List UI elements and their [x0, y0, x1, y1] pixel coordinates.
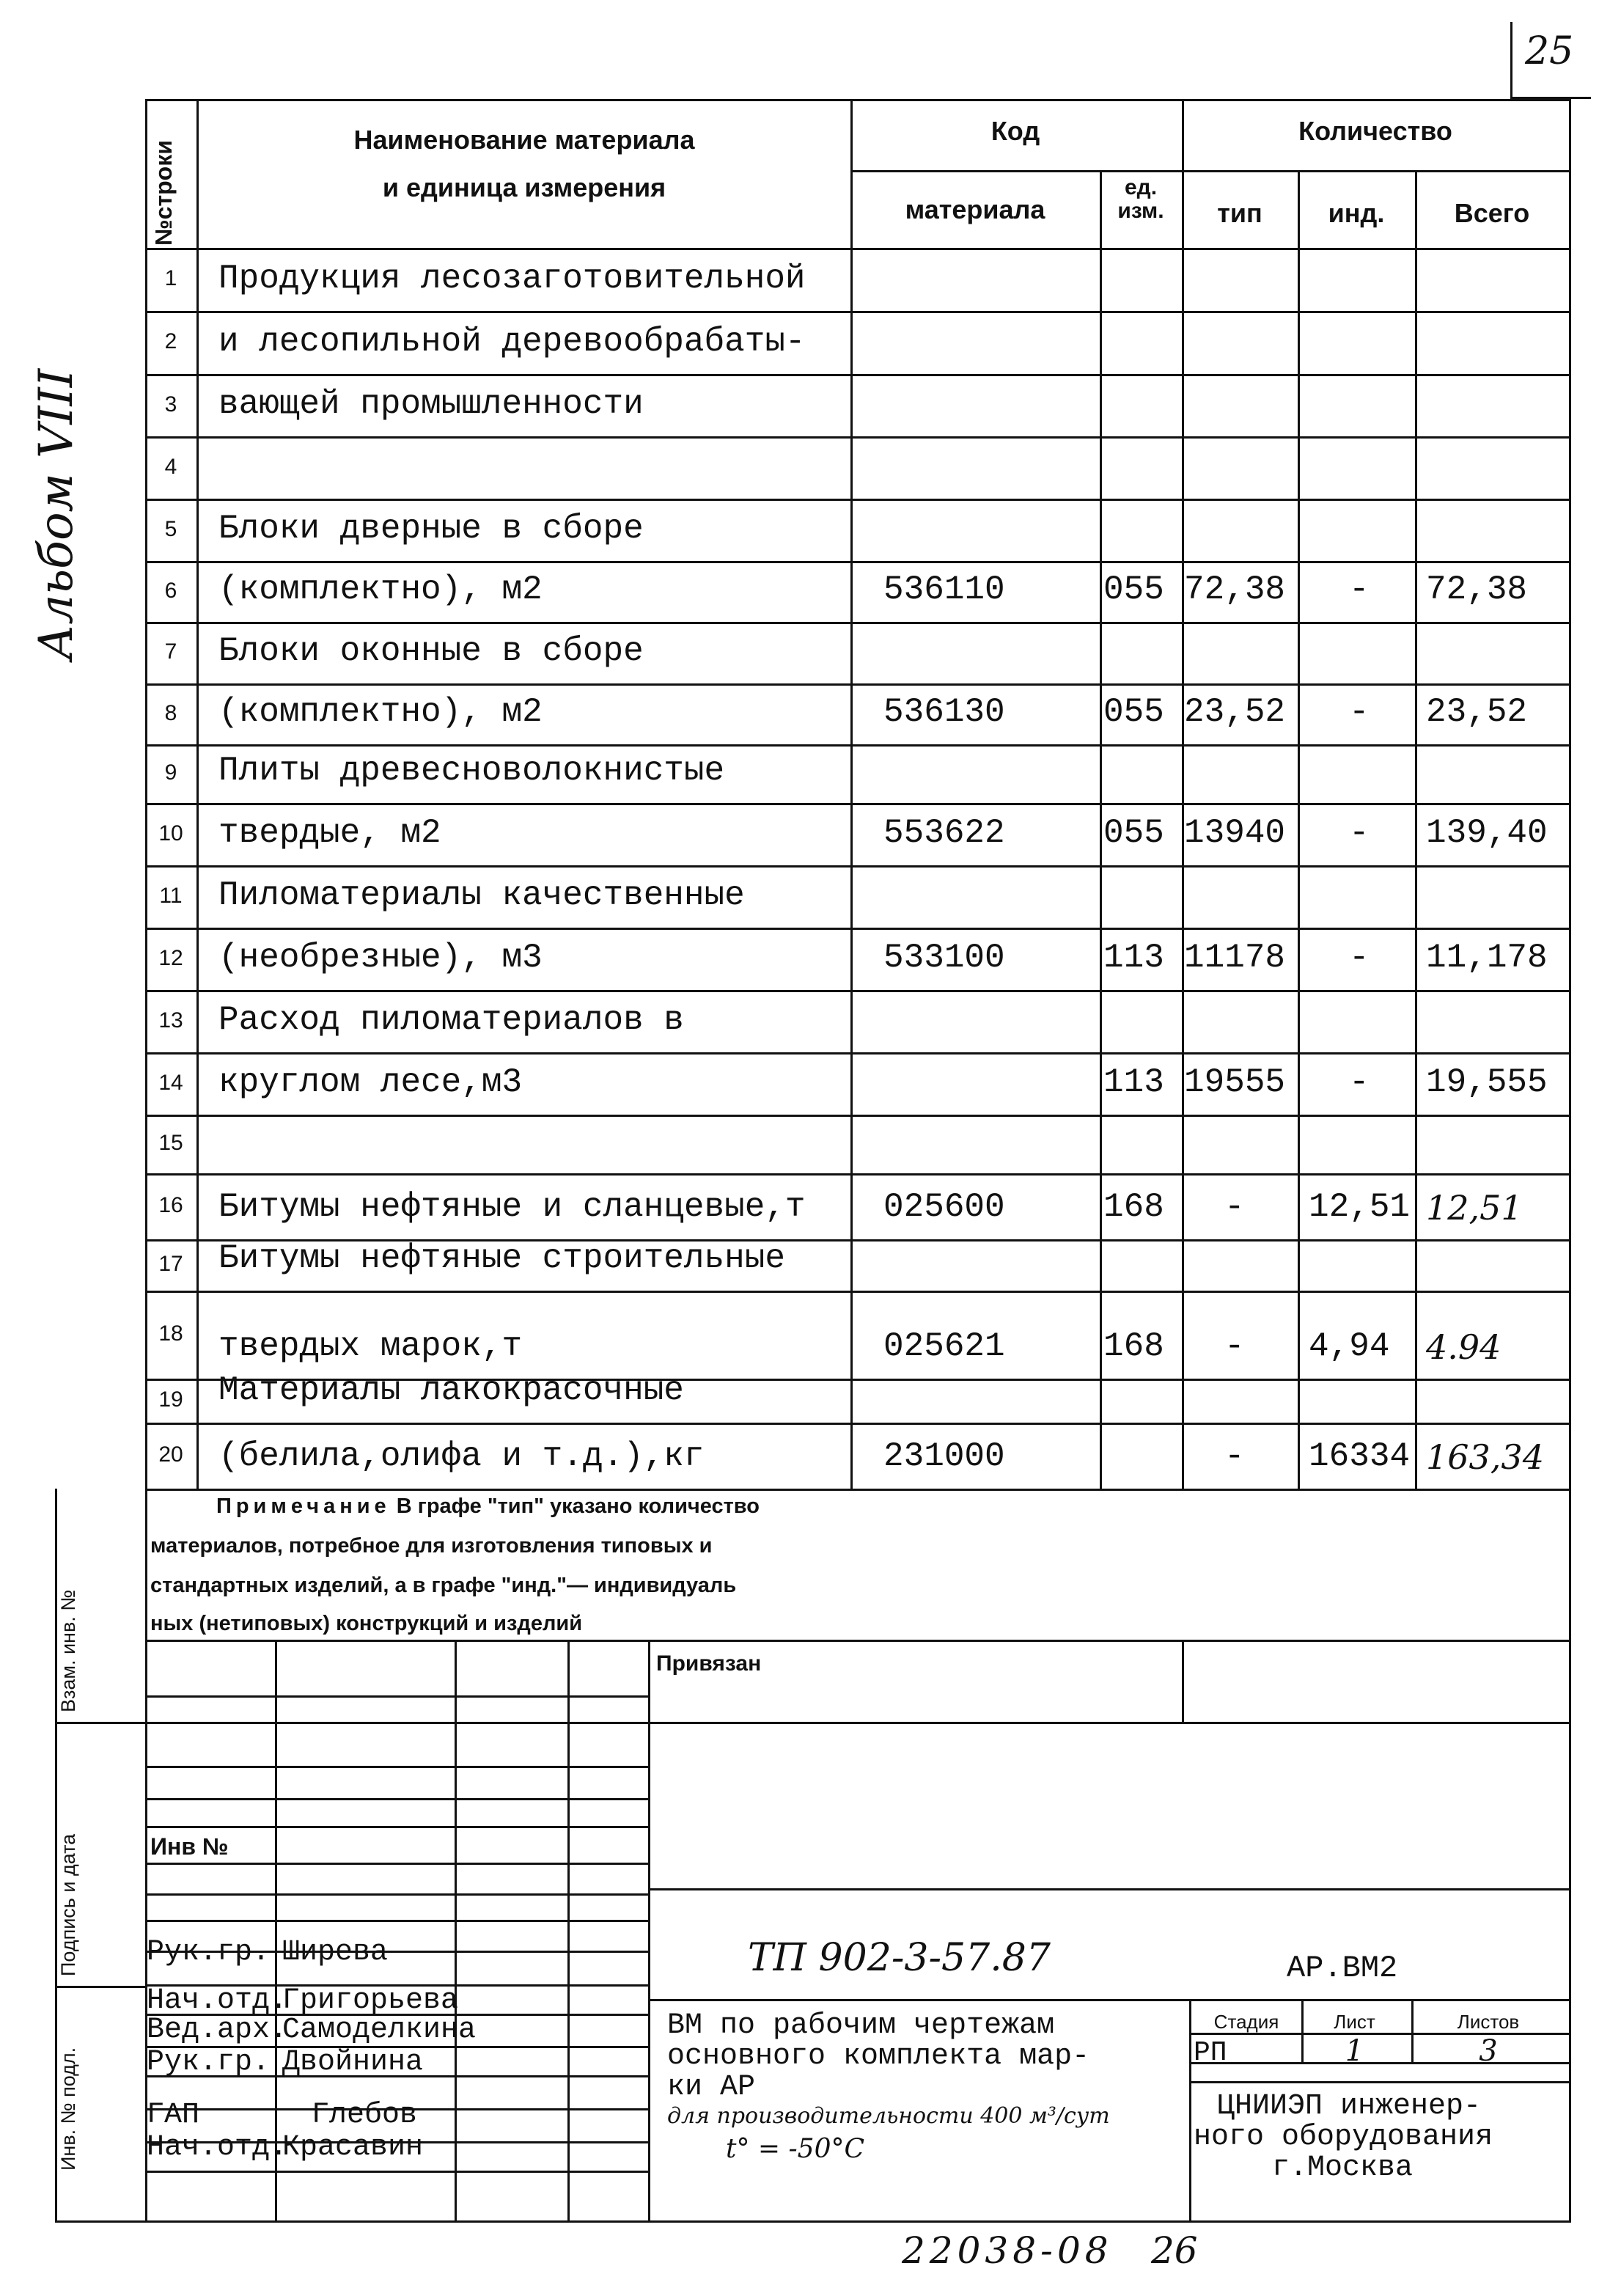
- qty-typ: 72,38: [1184, 571, 1286, 609]
- row-line: [145, 865, 1571, 868]
- unit-code: 113: [1103, 939, 1164, 977]
- stage-value: РП: [1194, 2037, 1227, 2069]
- qty-total: 11,178: [1426, 939, 1548, 977]
- header-q-total: Всего: [1454, 198, 1530, 228]
- row-number: 2: [164, 329, 177, 353]
- row-number: 13: [158, 1008, 183, 1033]
- row-line: [145, 499, 1571, 501]
- signatory-name: Самоделкина: [282, 2014, 477, 2047]
- qty-ind: 4,94: [1309, 1327, 1390, 1365]
- project-code: ТП 902-3-57.87: [748, 1936, 1051, 1980]
- row-number: 14: [158, 1070, 183, 1095]
- material-code: 536110: [883, 571, 1005, 609]
- row-line: [145, 436, 1571, 439]
- inv-no-label: Инв №: [150, 1833, 229, 1860]
- signatory-role: ГАП: [147, 2099, 200, 2132]
- qty-typ: 19555: [1184, 1063, 1286, 1101]
- qty-ind: -: [1349, 939, 1370, 977]
- material-name: Битумы нефтяные и сланцевые,т: [218, 1188, 806, 1226]
- stamp-line: [145, 1722, 648, 1724]
- note-line-3: стандартных изделий, а в графе "инд."— индивидуаль: [150, 1574, 737, 1597]
- unit-code: 055: [1103, 814, 1164, 852]
- material-code: 553622: [883, 814, 1005, 852]
- header-row-no: №строки: [150, 140, 177, 246]
- column-line: [1415, 170, 1417, 1489]
- qty-total: 163,34: [1426, 1437, 1544, 1477]
- row-line: [145, 1291, 1571, 1293]
- row-line: [145, 622, 1571, 624]
- doc-title-1: ВМ по рабочим чертежам: [667, 2009, 1055, 2042]
- doc-title-4: для производительности 400 м³/сут: [667, 2103, 1110, 2129]
- header-code-unit: ед. изм.: [1117, 175, 1164, 223]
- org-name-3: г.Москва: [1272, 2152, 1414, 2185]
- qty-typ: 11178: [1184, 939, 1286, 977]
- qty-total: 23,52: [1426, 693, 1528, 731]
- qty-typ: -: [1224, 1437, 1245, 1475]
- org-name-2: ного оборудования: [1194, 2121, 1493, 2154]
- table-right-border: [1569, 99, 1571, 1489]
- column-line: [196, 99, 199, 1489]
- row-number: 19: [158, 1387, 183, 1412]
- row-line: [145, 928, 1571, 930]
- column-line: [1298, 170, 1300, 1489]
- row-number: 5: [164, 516, 177, 541]
- stamp-line: [145, 1920, 648, 1922]
- row-number: 20: [158, 1442, 183, 1467]
- header-bottom-border: [145, 248, 1571, 250]
- material-name: круглом лесе,м3: [218, 1063, 523, 1101]
- material-name: и лесопильной деревообрабаты-: [218, 323, 806, 361]
- stamp-line: [145, 1893, 648, 1896]
- qty-total: 19,555: [1426, 1063, 1548, 1101]
- row-number: 1: [164, 266, 177, 290]
- row-number: 4: [164, 454, 177, 479]
- stamp-line: [1182, 1640, 1184, 1722]
- stamp-line: [648, 1999, 1569, 2001]
- row-line: [145, 744, 1571, 747]
- row-line: [145, 1173, 1571, 1175]
- stamp-line: [145, 2171, 648, 2173]
- stage-label: Стадия: [1213, 2011, 1279, 2033]
- album-label: Альбом VIII: [29, 368, 84, 660]
- stamp-line: [145, 1766, 648, 1768]
- note-text-1: В графе "тип" указано количество: [390, 1494, 760, 1518]
- signatory-role: Рук.гр.: [147, 2046, 271, 2079]
- stamp-side-divider: [55, 1986, 147, 1988]
- header-subdivider: [850, 170, 1569, 172]
- material-name: Блоки дверные в сборе: [218, 510, 644, 548]
- qty-typ: -: [1224, 1327, 1245, 1365]
- material-name: Материалы лакокрасочные: [218, 1371, 684, 1409]
- doc-title-5: t° = -50°С: [726, 2134, 865, 2164]
- side-label-vzam: Взам. инв. №: [57, 1589, 79, 1712]
- qty-typ: 13940: [1184, 814, 1286, 852]
- signatory-name: Красавин: [282, 2131, 424, 2164]
- row-number: 18: [158, 1321, 183, 1346]
- stamp-line: [567, 1640, 570, 2220]
- column-line: [850, 99, 853, 1489]
- qty-ind: 16334: [1309, 1437, 1411, 1475]
- column-line: [1100, 170, 1102, 1489]
- signatory-name: Двойнина: [282, 2046, 424, 2079]
- header-q-typ: тип: [1217, 198, 1262, 228]
- stamp-line: [648, 1722, 1569, 1724]
- sheet-value: 1: [1345, 2034, 1364, 2068]
- row-number: 9: [164, 760, 177, 785]
- row-number: 16: [158, 1193, 183, 1217]
- unit-code: 168: [1103, 1327, 1164, 1365]
- qty-ind: -: [1349, 693, 1370, 731]
- stamp-line: [145, 1695, 648, 1698]
- drawing-mark: АР.ВМ2: [1287, 1951, 1398, 1986]
- material-name: (комплектно), м2: [218, 571, 543, 609]
- qty-ind: 12,51: [1309, 1188, 1411, 1226]
- material-name: Продукция лесозаготовительной: [218, 260, 806, 298]
- material-code: 025621: [883, 1327, 1005, 1365]
- unit-code: 055: [1103, 693, 1164, 731]
- qty-total: 12,51: [1426, 1188, 1523, 1228]
- row-line: [145, 374, 1571, 376]
- stamp-line: [145, 1798, 648, 1800]
- row-number: 12: [158, 945, 183, 970]
- qty-typ: -: [1224, 1188, 1245, 1226]
- row-line: [145, 1115, 1571, 1117]
- sheets-label: Листов: [1457, 2011, 1520, 2033]
- material-name: вающей промышленности: [218, 385, 644, 423]
- qty-ind: -: [1349, 1063, 1370, 1101]
- header-name: Наименование материала: [353, 125, 695, 155]
- signatory-role: Нач.отд.: [147, 1984, 288, 2017]
- signatory-name: Ширева: [282, 1936, 389, 1969]
- signatory-role: Нач.отд.: [147, 2131, 288, 2164]
- unit-code: 113: [1103, 1063, 1164, 1101]
- unit-code: 055: [1103, 571, 1164, 609]
- row-number: 11: [159, 883, 183, 908]
- row-number: 7: [164, 639, 177, 664]
- stamp-line: [455, 1640, 457, 2220]
- row-number: 10: [158, 821, 183, 846]
- row-line: [145, 683, 1571, 686]
- header-code-material: материала: [905, 194, 1045, 224]
- note-line-1: [216, 1494, 760, 1519]
- signatory-name: Глебов: [312, 2099, 418, 2132]
- material-name: (комплектно), м2: [218, 693, 543, 731]
- unit-code: 168: [1103, 1188, 1164, 1226]
- side-label-podpis: Подпись и дата: [57, 1833, 79, 1976]
- row-number: 8: [164, 700, 177, 725]
- material-name: (белила,олифа и т.д.),кг: [218, 1437, 705, 1475]
- bottom-code: 22038-08: [902, 2229, 1113, 2272]
- material-name: Битумы нефтяные строительные: [218, 1239, 785, 1277]
- header-name2: и единица измерения: [382, 172, 666, 202]
- row-line: [145, 990, 1571, 992]
- signatory-role: Рук.гр.: [147, 1936, 271, 1969]
- header-code: Код: [990, 116, 1040, 146]
- row-number: 15: [158, 1131, 183, 1155]
- stamp-right-border: [1569, 1489, 1571, 2222]
- doc-title-3: ки АР: [667, 2071, 756, 2104]
- page-number-line: [1510, 22, 1512, 99]
- row-line: [145, 311, 1571, 313]
- material-name: Плиты древесноволокнистые: [218, 752, 725, 790]
- table-left-border: [145, 99, 147, 1489]
- sheet-label: Лист: [1334, 2011, 1375, 2033]
- note-title: Примечание: [216, 1494, 391, 1518]
- material-code: 025600: [883, 1188, 1005, 1226]
- header-q-ind: инд.: [1328, 198, 1385, 228]
- row-line: [145, 803, 1571, 805]
- column-line: [1182, 99, 1184, 1489]
- qty-ind: -: [1349, 571, 1370, 609]
- row-line: [145, 1489, 1571, 1491]
- stamp-line: [145, 1863, 648, 1865]
- page-number: 25: [1525, 29, 1574, 73]
- row-line: [145, 1052, 1571, 1055]
- stamp-line: [145, 2220, 648, 2223]
- qty-ind: -: [1349, 814, 1370, 852]
- row-number: 17: [158, 1252, 183, 1276]
- signatory-role: Вед.арх.: [147, 2014, 288, 2047]
- org-name-1: ЦНИИЭП инженер-: [1217, 2090, 1482, 2123]
- row-number: 3: [164, 392, 177, 417]
- row-line: [145, 561, 1571, 563]
- material-name: Расход пиломатериалов в: [218, 1001, 684, 1039]
- material-code: 536130: [883, 693, 1005, 731]
- qty-total: 139,40: [1426, 814, 1548, 852]
- bottom-page: 26: [1151, 2229, 1198, 2272]
- material-name: Блоки оконные в сборе: [218, 632, 644, 670]
- qty-total: 72,38: [1426, 571, 1528, 609]
- header-quantity: Количество: [1298, 116, 1452, 146]
- material-name: твердые, м2: [218, 814, 441, 852]
- note-line-2: материалов, потребное для изготовления типовых и: [150, 1534, 713, 1558]
- table-top-border: [145, 99, 1571, 101]
- doc-title-2: основного комплекта мар-: [667, 2040, 1090, 2073]
- privyazan-label: Привязан: [656, 1651, 762, 1676]
- stamp-line: [648, 1888, 1569, 1890]
- row-number: 6: [164, 578, 177, 603]
- stamp-side-divider: [55, 1722, 147, 1724]
- stamp-line: [648, 1640, 650, 2220]
- side-label-inv-podl: Инв. № подл.: [57, 2047, 79, 2171]
- qty-total: 4.94: [1426, 1327, 1501, 1367]
- material-name: твердых марок,т: [218, 1327, 523, 1365]
- qty-typ: 23,52: [1184, 693, 1286, 731]
- signatory-name: Григорьева: [282, 1984, 459, 2017]
- material-code: 533100: [883, 939, 1005, 977]
- material-code: 231000: [883, 1437, 1005, 1475]
- sheets-value: 3: [1479, 2034, 1498, 2068]
- material-name: (необрезные), м3: [218, 939, 543, 977]
- stamp-line: [145, 1640, 1569, 1642]
- stamp-line: [145, 1826, 648, 1828]
- row-line: [145, 1423, 1571, 1425]
- note-line-4: ных (нетиповых) конструкций и изделий: [150, 1612, 583, 1635]
- material-name: Пиломатериалы качественные: [218, 876, 745, 914]
- stamp-line: [1189, 2081, 1569, 2083]
